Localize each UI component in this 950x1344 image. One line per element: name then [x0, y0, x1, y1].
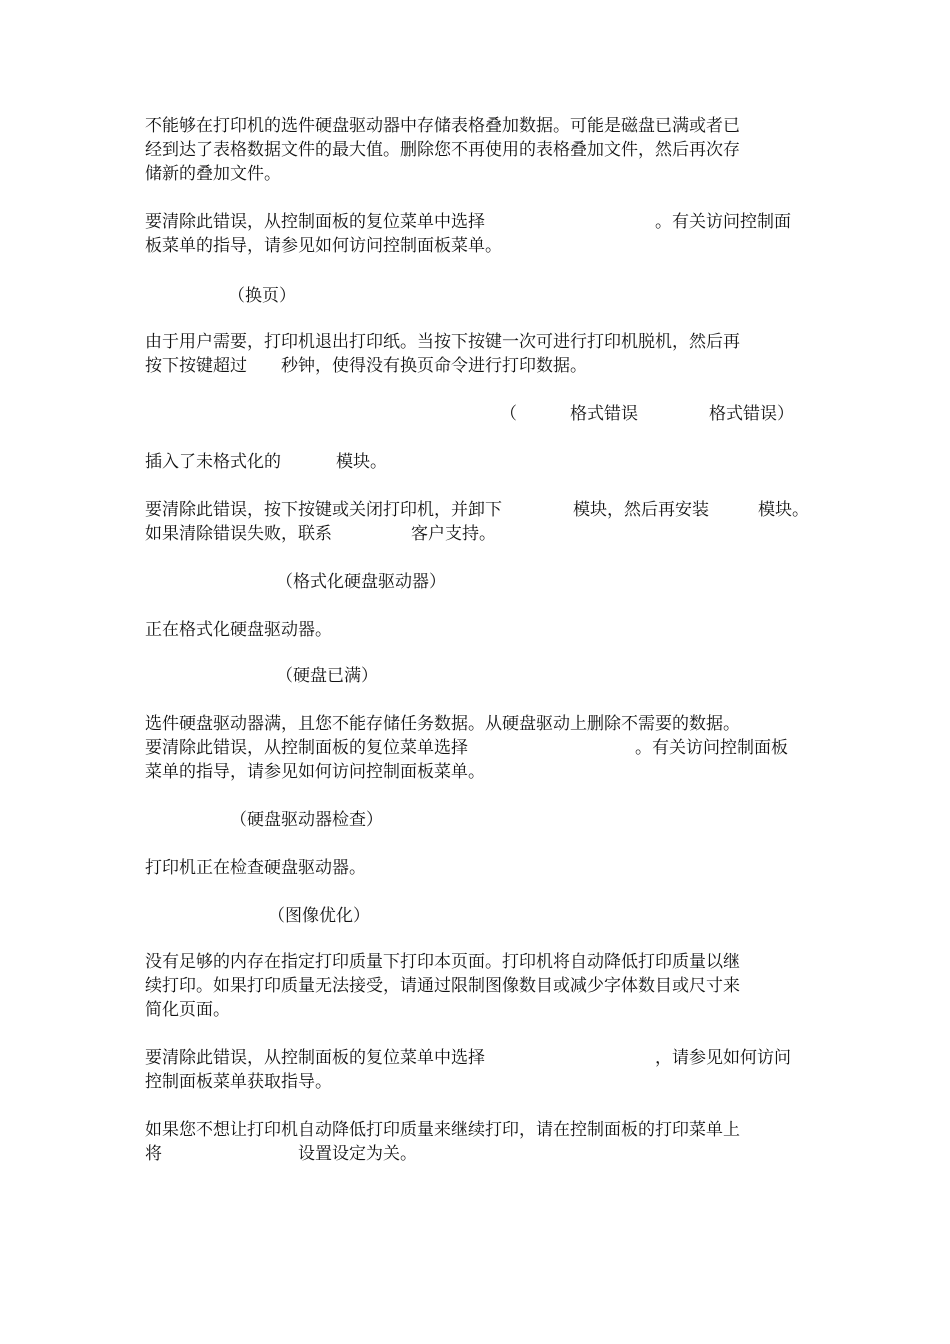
section-heading-disk-full: （硬盘已满）	[276, 666, 378, 686]
paragraph-disable-adapt	[145, 1118, 807, 1166]
text-line: 续打印。如果打印质量无法接受，请通过限制图像数目或减少字体数目或尺寸来	[145, 976, 740, 996]
text-line: 不能够在打印机的选件硬盘驱动器中存储表格叠加数据。可能是磁盘已满或者已	[145, 116, 740, 136]
text-line	[145, 736, 807, 760]
text-segment: 按下按键超过	[145, 356, 247, 376]
text-line	[145, 1046, 807, 1070]
text-line: 控制面板菜单获取指导。	[145, 1072, 332, 1092]
paragraph-forms-overlay-error	[145, 114, 807, 186]
text-segment: 设置设定为关。	[298, 1144, 417, 1164]
text-segment: 模块，然后再安装	[573, 500, 709, 520]
text-line	[145, 522, 807, 546]
text-line: 如果您不想让打印机自动降低打印质量来继续打印，请在控制面板的打印菜单上	[145, 1120, 740, 1140]
paragraph-disk-full	[145, 712, 807, 784]
text-line	[145, 450, 807, 474]
text-segment: 格式错误	[570, 404, 638, 424]
text-segment: ，请参见如何访问	[655, 1048, 791, 1068]
text-line: 储新的叠加文件。	[145, 164, 281, 184]
text-line: 由于用户需要，打印机退出打印纸。当按下按键一次可进行打印机脱机，然后再	[145, 332, 740, 352]
text-segment: 模块。	[336, 452, 387, 472]
text-line	[145, 210, 807, 234]
text-line: 选件硬盘驱动器满，且您不能存储任务数据。从硬盘驱动上删除不需要的数据。	[145, 714, 740, 734]
text-segment: 模块。	[758, 500, 809, 520]
text-line: 正在格式化硬盘驱动器。	[145, 620, 332, 640]
text-line	[145, 354, 807, 378]
text-segment: 客户支持。	[411, 524, 496, 544]
paragraph-clear-error-3	[145, 1046, 807, 1094]
text-line	[145, 498, 807, 522]
paragraph-form-feed	[145, 330, 807, 378]
text-segment: 如果清除错误失败，联系	[145, 524, 332, 544]
section-heading-form-feed: （换页）	[228, 286, 296, 306]
paragraph-clear-error-1	[145, 210, 807, 258]
text-segment: 要清除此错误，从控制面板的复位菜单选择	[145, 738, 468, 758]
text-line: 打印机正在检查硬盘驱动器。	[145, 858, 366, 878]
section-heading-image-adapt: （图像优化）	[268, 906, 370, 926]
paragraph-disk-check	[145, 856, 807, 880]
text-segment: 。有关访问控制面板	[635, 738, 788, 758]
section-heading-disk-check: （硬盘驱动器检查）	[230, 810, 383, 830]
paragraph-unformatted-module	[145, 450, 807, 474]
paragraph-clear-error-2	[145, 498, 807, 546]
text-line	[145, 1142, 807, 1166]
text-segment: （	[500, 404, 517, 424]
paragraph-formatting-disk	[145, 618, 807, 642]
section-heading-formatting-disk: （格式化硬盘驱动器）	[276, 572, 446, 592]
text-segment: 格式错误）	[709, 404, 794, 424]
text-segment: 要清除此错误，从控制面板的复位菜单中选择	[145, 212, 485, 232]
text-line: 没有足够的内存在指定打印质量下打印本页面。打印机将自动降低打印质量以继	[145, 952, 740, 972]
text-line: 经到达了表格数据文件的最大值。删除您不再使用的表格叠加文件，然后再次存	[145, 140, 740, 160]
paragraph-image-adapt	[145, 950, 807, 1022]
text-segment: 。有关访问控制面	[655, 212, 791, 232]
text-line: 简化页面。	[145, 1000, 230, 1020]
text-segment: 要清除此错误，从控制面板的复位菜单中选择	[145, 1048, 485, 1068]
text-line: 板菜单的指导，请参见如何访问控制面板菜单。	[145, 236, 502, 256]
text-line: 菜单的指导，请参见如何访问控制面板菜单。	[145, 762, 485, 782]
text-segment: 插入了未格式化的	[145, 452, 281, 472]
text-segment: 秒钟，使得没有换页命令进行打印数据。	[281, 356, 587, 376]
text-segment: 将	[145, 1144, 162, 1164]
text-segment: 要清除此错误，按下按键或关闭打印机，并卸下	[145, 500, 502, 520]
